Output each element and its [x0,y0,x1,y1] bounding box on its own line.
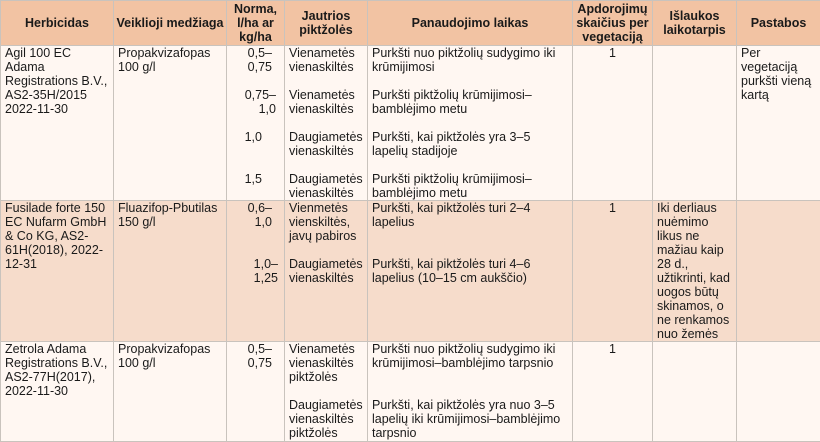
active-cell: Fluazifop-Pbutilas 150 g/l [114,201,227,342]
timing-entry: Purkšti piktžolių krūmijimosi–bamblėjimo metu [372,172,568,200]
weed-entry: Daugiametės vienaskiltės piktžolės [289,398,363,440]
weed-entry: Daugiametės vienaskiltės [289,130,363,172]
table-row [1,201,820,342]
timing-entry: Purkšti nuo piktžolių sudygimo iki krūmijimosi–bamblėjimo tarpsnio [372,342,568,398]
rate-value: 0,5–0,75 [231,46,280,88]
weeds-cell [285,342,368,442]
weeds-cell [285,201,368,342]
timing-entry: Purkšti, kai piktžolės yra nuo 3–5 lapelių iki krūmijimosi–bamblėjimo tarpsnio [372,398,568,440]
rate-value: 0,6–1,0 [231,201,280,257]
rate-value: 0,75–1,0 [231,88,280,130]
timing-cell [368,342,573,442]
timing-cell [368,201,573,342]
rate-cell [227,201,285,342]
count-cell: 1 [573,46,653,201]
notes-cell: Per vegetaciją purkšti vieną kartą [737,46,820,201]
header-rate: Norma, l/ha ar kg/ha [227,1,285,46]
table-row [1,342,820,442]
active-cell: Propakvizafopas 100 g/l [114,342,227,442]
notes-cell [737,201,820,342]
notes-cell [737,342,820,442]
weed-entry: Daugiametės vienaskiltės [289,257,363,285]
count-cell: 1 [573,201,653,342]
rate-cell [227,46,285,201]
weeds-cell [285,46,368,201]
table-row [1,46,820,201]
header-active: Veiklioji medžiaga [114,1,227,46]
timing-entry: Purkšti, kai piktžolės turi 2–4 lapelius [372,201,568,257]
waiting-cell [653,342,737,442]
rate-value: 1,0 [231,130,280,172]
rate-cell [227,342,285,442]
waiting-cell [653,46,737,201]
weed-entry: Vienametės vienaskiltės [289,46,363,88]
header-count: Apdorojimų skaičius per vegetaciją [573,1,653,46]
timing-entry: Purkšti, kai piktžolės yra 3–5 lapelių stadijoje [372,130,568,172]
header-notes: Pastabos [737,1,820,46]
weed-entry: Vienametės vienaskiltės piktžolės [289,342,363,398]
herbicide-cell: Zetrola Adama Registrations B.V., AS2-77H(2017), 2022-11-30 [1,342,114,442]
rate-value: 1,0–1,25 [231,257,280,285]
header-weeds: Jautrios piktžolės [285,1,368,46]
rate-value: 1,5 [231,172,280,186]
waiting-cell: Iki derliaus nuėmimo likus ne mažiau kaip 28 d., užtikrinti, kad uogos būtų skinamos, o ne renkamos nuo žemės [653,201,737,342]
active-cell: Propakvizafopas 100 g/l [114,46,227,201]
header-row [1,1,820,46]
timing-entry: Purkšti nuo piktžolių sudygimo iki krūmijimosi [372,46,568,88]
header-waiting: Išlaukos laikotarpis [653,1,737,46]
timing-entry: Purkšti, kai piktžolės turi 4–6 lapelius (10–15 cm aukščio) [372,257,568,285]
header-timing: Panaudojimo laikas [368,1,573,46]
header-herbicide: Herbicidas [1,1,114,46]
herbicide-cell: Agil 100 EC Adama Registrations B.V., AS2-35H/2015 2022-11-30 [1,46,114,201]
herbicide-cell: Fusilade forte 150 EC Nufarm GmbH & Co KG, AS2-61H(2018), 2022-12-31 [1,201,114,342]
weed-entry: Daugiametės vienaskiltės [289,172,363,200]
weed-entry: Vienametės vienaskiltės [289,88,363,130]
timing-cell [368,46,573,201]
timing-entry: Purkšti piktžolių krūmijimosi–bamblėjimo metu [372,88,568,130]
weed-entry: Vienmetės vienskiltės, javų pabiros [289,201,363,257]
count-cell: 1 [573,342,653,442]
rate-value: 0,5–0,75 [231,342,280,370]
